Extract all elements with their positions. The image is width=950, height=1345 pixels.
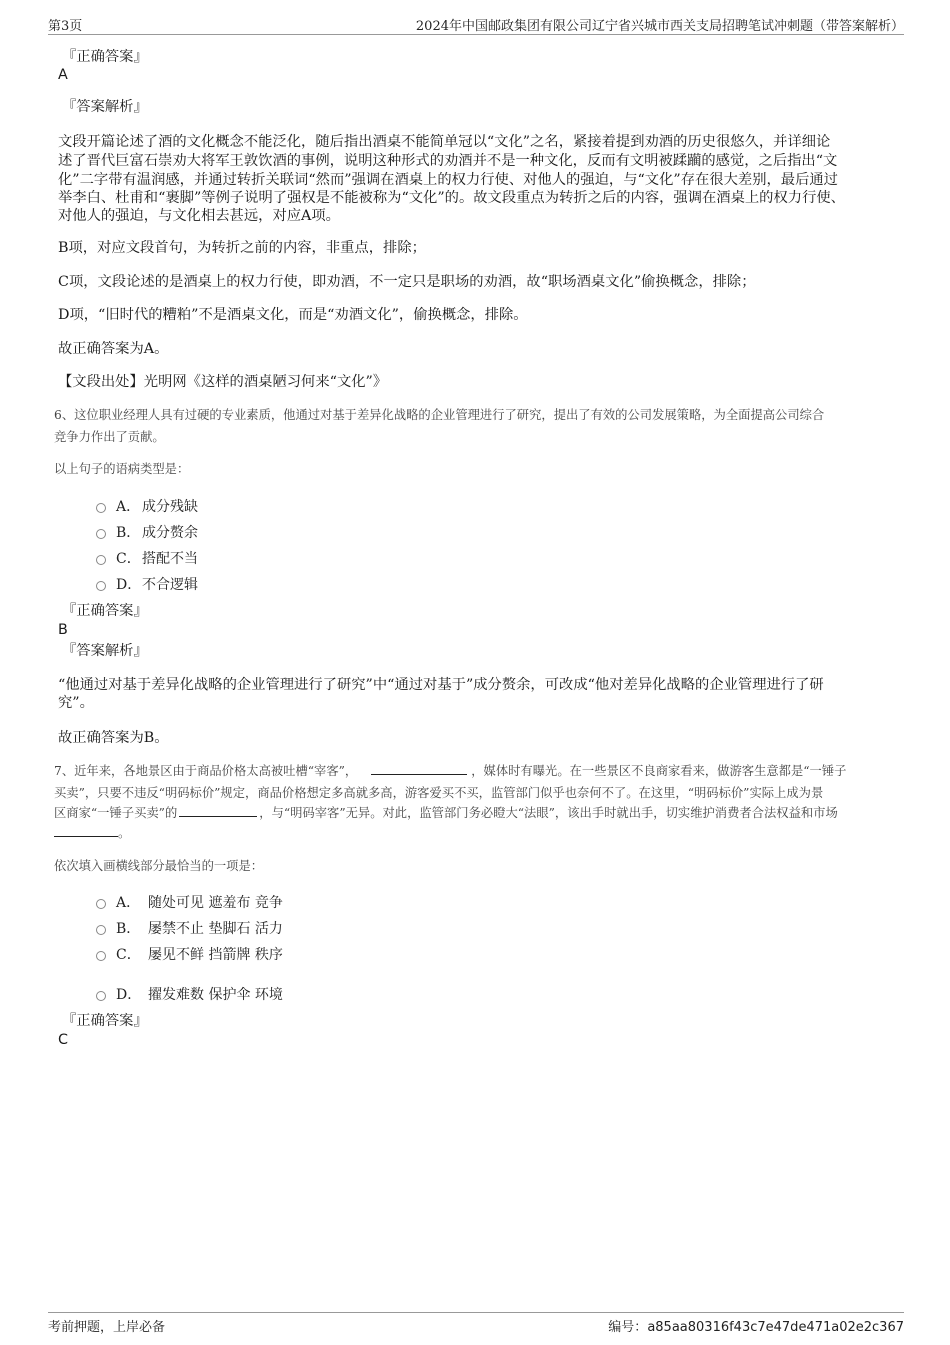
q7-stem-part: 7、近年来，各地景区由于商品价格太高被吐槽“宰客”，: [54, 764, 358, 778]
q7-stem-line: [54, 760, 904, 782]
document-code: [608, 1316, 904, 1335]
option-text: 屡禁不止 垫脚石 活力: [148, 921, 283, 937]
q6-answer: B: [58, 622, 68, 638]
q5-option-d-analysis: D项，“旧时代的糟粕”不是酒桌文化，而是“劝酒文化”，偷换概念，排除。: [58, 307, 528, 323]
q7-option-a[interactable]: [96, 892, 283, 912]
option-letter: A．: [116, 895, 141, 911]
q7-stem-part: 区商家“一锤子买卖”的: [54, 806, 178, 820]
option-text: 擢发难数 保护伞 环境: [148, 987, 283, 1003]
q6-prompt: 以上句子的语病类型是：: [54, 462, 190, 476]
q6-analysis-label: 『答案解析』: [62, 643, 148, 659]
page-number: 第3页: [48, 19, 83, 34]
page-footer: [48, 1312, 904, 1337]
q5-analysis-line: 述了晋代巨富石崇劝大将军王敦饮酒的事例，说明这种形式的劝酒并不是一种文化，反而有文明被蹂躏的感觉，之后指出“文: [58, 153, 838, 169]
q7-answer-label: 『正确答案』: [62, 1013, 148, 1029]
q5-option-b-analysis: B项，对应文段首句，为转折之前的内容，非重点，排除；: [58, 240, 426, 256]
radio-icon[interactable]: [96, 555, 106, 565]
footer-slogan: 考前押题，上岸必备: [48, 1320, 166, 1335]
option-letter: D．: [116, 987, 142, 1003]
option-text: 成分残缺: [142, 499, 198, 515]
option-letter: B．: [116, 525, 141, 541]
radio-icon[interactable]: [96, 581, 106, 591]
option-letter: B．: [116, 921, 141, 937]
q5-analysis-line: 文段开篇论述了酒的文化概念不能泛化，随后指出酒桌不能简单冠以“文化”之名，紧接着提到劝酒的历史很悠久，并详细论: [58, 134, 831, 150]
q5-analysis-label: 『答案解析』: [62, 99, 148, 115]
radio-icon[interactable]: [96, 991, 106, 1001]
q5-analysis-line: 对他人的强迫，与文化相去甚远，对应A项。: [58, 208, 340, 224]
radio-icon[interactable]: [96, 899, 106, 909]
q6-option-b[interactable]: [96, 522, 198, 542]
q5-answer: A: [58, 67, 68, 83]
q7-stem-line: 买卖”，只要不违反“明码标价”规定，商品价格想定多高就多高，游客爱买不买，监管部门似乎也奈何不了。在这里，“明码标价”实际上成为景: [54, 786, 824, 800]
q7-option-b[interactable]: [96, 918, 283, 938]
q7-stem-line: [54, 802, 904, 824]
q6-option-c[interactable]: [96, 548, 198, 568]
radio-icon[interactable]: [96, 925, 106, 935]
q7-option-d[interactable]: [96, 984, 283, 1004]
option-letter: C．: [116, 947, 141, 963]
option-letter: A．: [116, 499, 141, 515]
q5-source: 【文段出处】光明网《这样的酒桌陋习何来“文化”》: [58, 374, 388, 390]
q6-stem-line: 6、这位职业经理人具有过硬的专业素质，他通过对基于差异化战略的企业管理进行了研究，提出了有效的公司发展策略，为全面提高公司综合: [54, 408, 825, 422]
code-label: 编号：: [608, 1320, 648, 1335]
q5-conclusion: 故正确答案为A。: [58, 341, 169, 357]
q7-option-c[interactable]: [96, 944, 283, 964]
fill-blank-3: [54, 824, 118, 837]
q7-stem-line: [54, 822, 904, 844]
fill-blank-2: [179, 804, 257, 817]
option-text: 屡见不鲜 挡箭牌 秩序: [148, 947, 283, 963]
radio-icon[interactable]: [96, 503, 106, 513]
fill-blank-1: [371, 762, 467, 775]
option-text: 不合逻辑: [142, 577, 198, 593]
document-title: 2024年中国邮政集团有限公司辽宁省兴城市西关支局招聘笔试冲刺题（带答案解析）: [415, 19, 904, 34]
q5-option-c-analysis: C项，文段论述的是酒桌上的权力行使，即劝酒，不一定只是职场的劝酒，故“职场酒桌文化”偷换概念，排除；: [58, 274, 756, 290]
q7-stem-part: ，与“明码宰客”无异。对此，监管部门务必瞪大“法眼”，该出手时就出手，切实维护消费者合法权益和市场: [259, 806, 838, 820]
q5-analysis-line: 举李白、杜甫和“裹脚”等例子说明了强权是不能被称为“文化”的。故文段重点为转折之后的内容，强调在酒桌上的权力行使、: [58, 190, 845, 206]
q7-answer: C: [58, 1032, 68, 1048]
option-letter: C．: [116, 551, 141, 567]
q7-stem-part: 。: [118, 826, 131, 840]
option-letter: D．: [116, 577, 142, 593]
option-text: 搭配不当: [142, 551, 198, 567]
q6-option-d[interactable]: [96, 574, 198, 594]
q7-prompt: 依次填入画横线部分最恰当的一项是：: [54, 859, 264, 873]
q6-answer-label: 『正确答案』: [62, 603, 148, 619]
q7-stem-part: ，媒体时有曝光。在一些景区不良商家看来，做游客生意都是“一锤子: [471, 764, 847, 778]
option-text: 随处可见 遮羞布 竞争: [148, 895, 283, 911]
radio-icon[interactable]: [96, 529, 106, 539]
q5-analysis-line: 化”二字带有温润感，并通过转折关联词“然而”强调在酒桌上的权力行使、对他人的强迫，与“文化”存在很大差别，最后通过: [58, 172, 838, 188]
radio-icon[interactable]: [96, 951, 106, 961]
code-value: a85aa80316f43c7e47de471a02e2c367: [647, 1320, 904, 1335]
q6-analysis-line: 究”。: [58, 695, 94, 711]
page-header: [48, 14, 904, 35]
q5-answer-label: 『正确答案』: [62, 49, 148, 65]
q6-stem-line: 竞争力作出了贡献。: [54, 430, 165, 444]
option-text: 成分赘余: [142, 525, 198, 541]
q6-option-a[interactable]: [96, 496, 198, 516]
q6-analysis-line: “他通过对基于差异化战略的企业管理进行了研究”中“通过对基于”成分赘余，可改成“他对差异化战略的企业管理进行了研: [58, 677, 824, 693]
q6-conclusion: 故正确答案为B。: [58, 730, 169, 746]
